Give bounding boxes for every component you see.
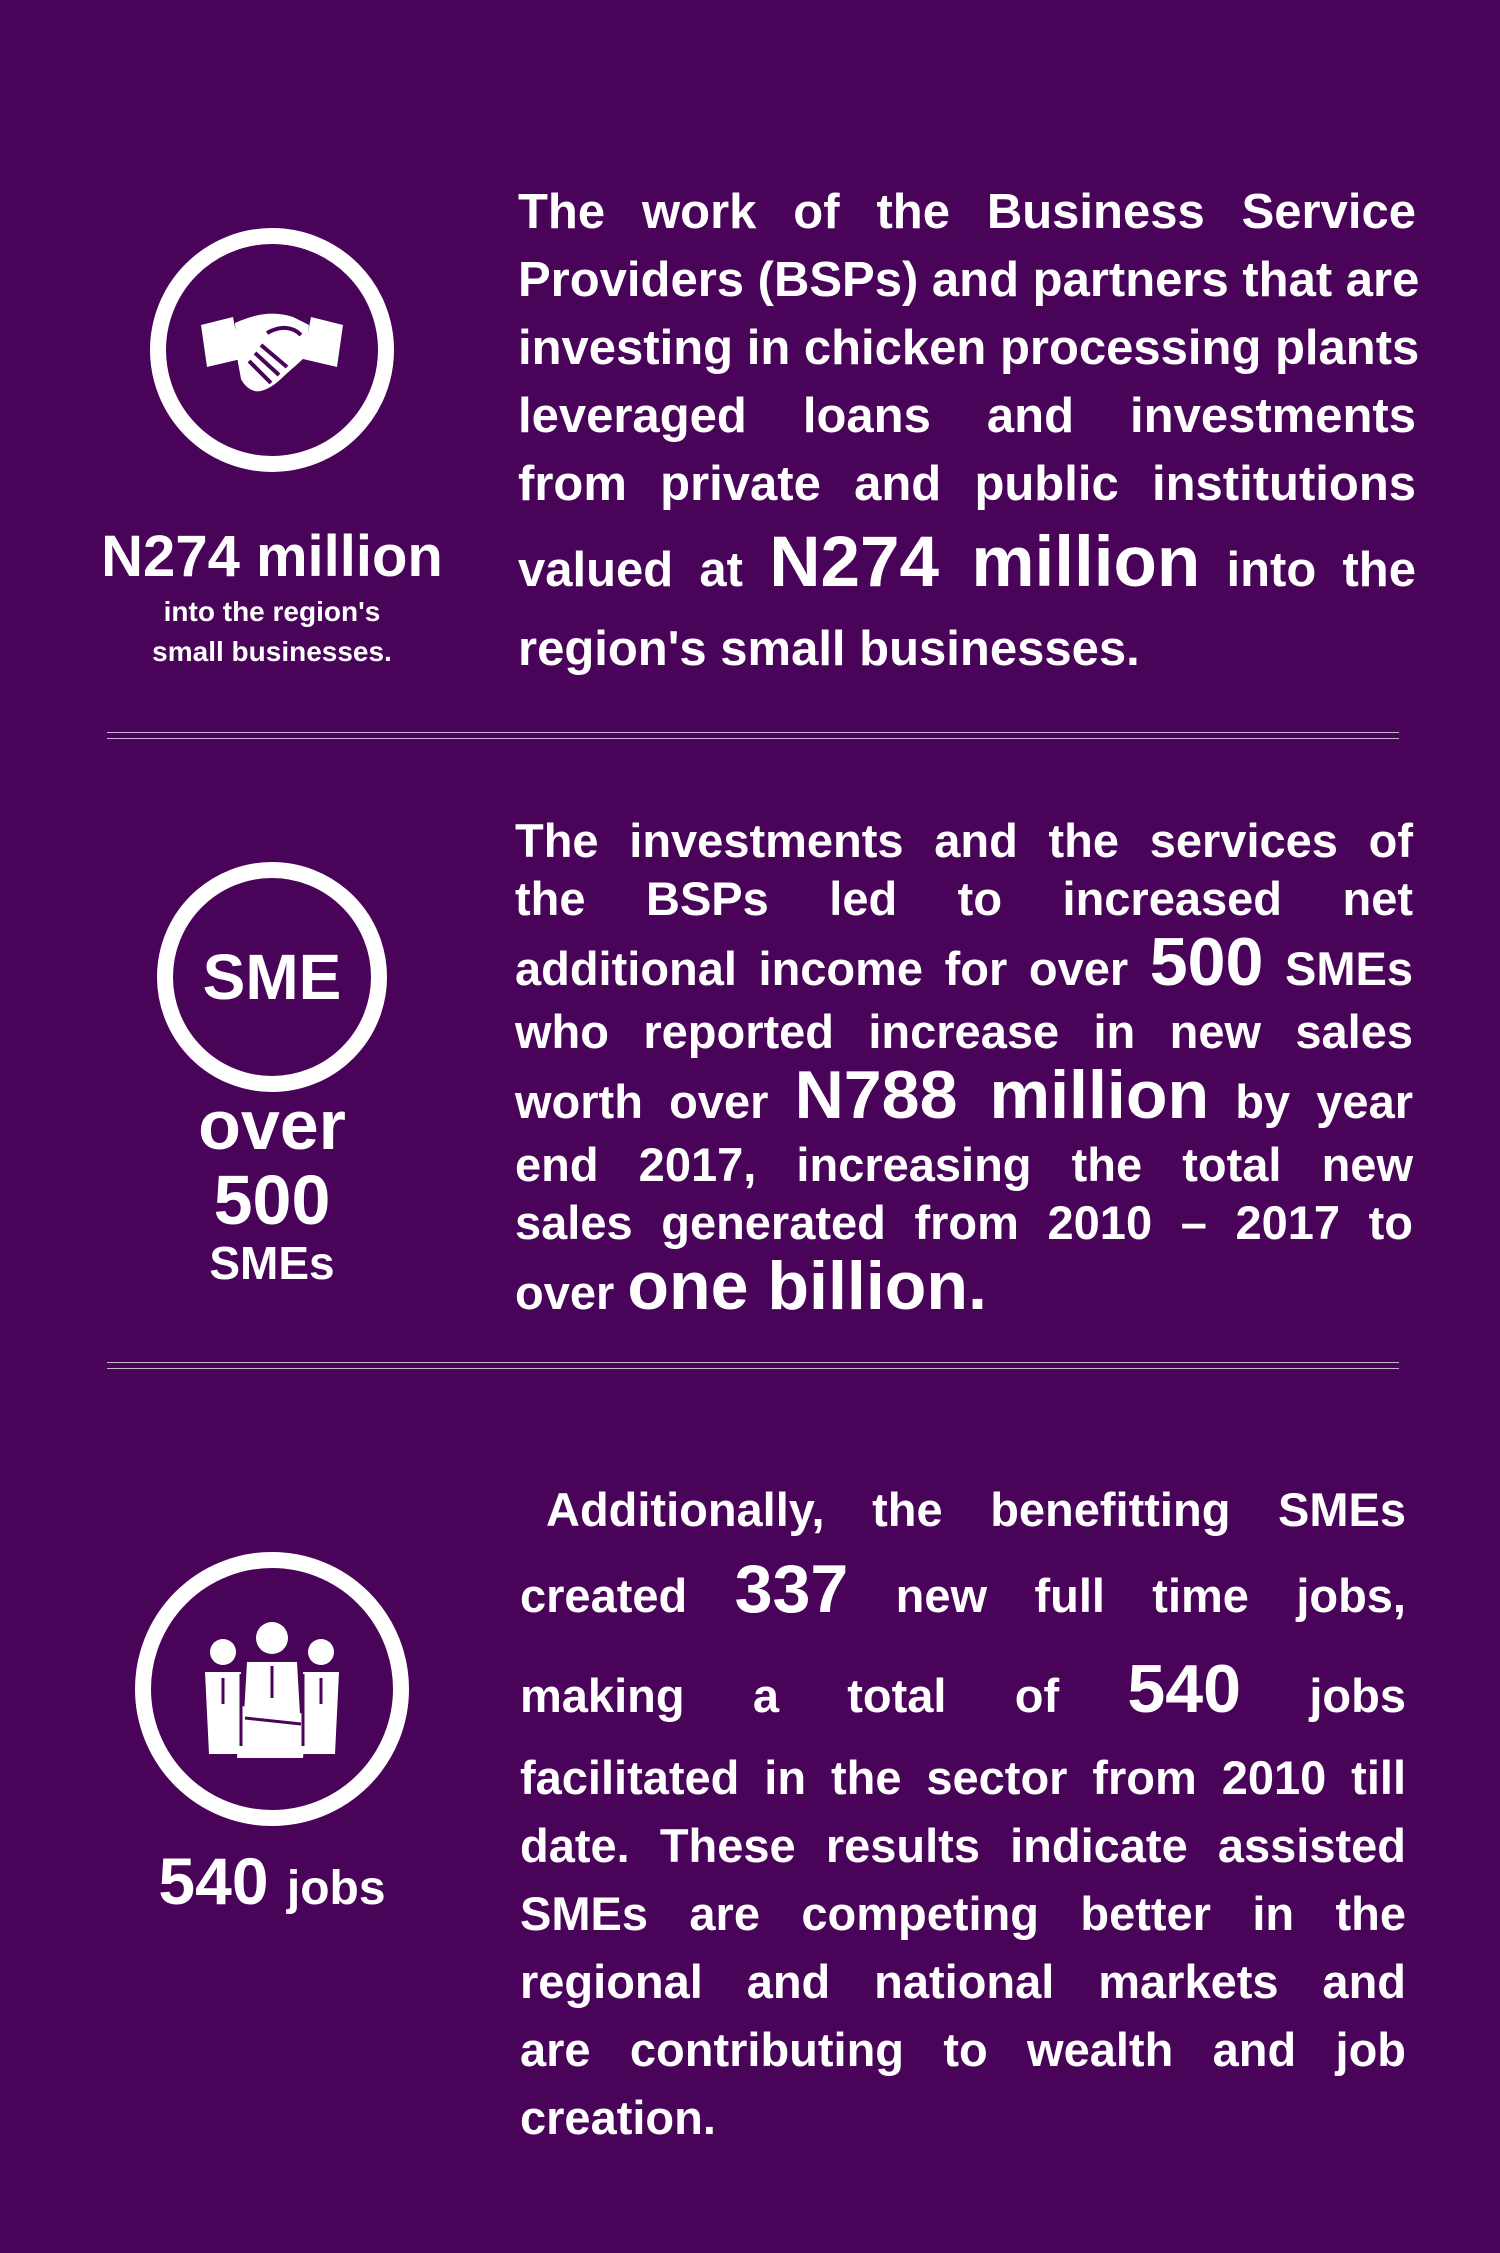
sme-icon-label: SME: [202, 941, 342, 1013]
paragraph-line: sales generated from 2010 – 2017 to: [515, 1196, 1413, 1249]
paragraph-jobs: [520, 1476, 1406, 2152]
paragraph-line: end 2017, increasing the total new: [515, 1138, 1413, 1191]
paragraph-line: creation.: [520, 2091, 716, 2144]
paragraph-line: additional income for over 500 SMEs: [515, 924, 1413, 1000]
section-smes: [0, 740, 1500, 1360]
stat-caption-line1: into the region's: [163, 596, 381, 627]
paragraph-line: created 337 new full time jobs,: [520, 1551, 1406, 1627]
paragraph-line: leveraged loans and investments: [518, 389, 1416, 443]
stat-540: 540: [158, 1844, 269, 1918]
paragraph-line: Additionally, the benefitting SMEs: [546, 1483, 1406, 1536]
paragraph-line: are contributing to wealth and job: [520, 2023, 1406, 2076]
paragraph-line: who reported increase in new sales: [515, 1005, 1413, 1058]
paragraph-line: the BSPs led to increased net: [515, 872, 1413, 925]
paragraph-line: valued at N274 million into the: [518, 523, 1416, 602]
paragraph-line: The work of the Business Service: [518, 185, 1416, 239]
paragraph-line: investing in chicken processing plants: [518, 321, 1420, 375]
paragraph-line: region's small businesses.: [518, 622, 1140, 676]
section-divider: [107, 1362, 1399, 1369]
people-icon-ring: [135, 1552, 409, 1826]
stat-540-jobs: [60, 1844, 484, 1918]
handshake-icon-ring: [150, 228, 394, 472]
paragraph-line: facilitated in the sector from 2010 till: [520, 1751, 1406, 1804]
highlight-500: 500: [1149, 924, 1264, 1000]
section-jobs: [0, 1370, 1500, 2253]
highlight-540: 540: [1127, 1651, 1242, 1727]
highlight-n274: N274 million: [769, 523, 1201, 602]
paragraph-line: over one billion.: [515, 1248, 987, 1324]
stat-value-n274: N274 million: [101, 524, 443, 589]
stat-caption-line2: small businesses.: [152, 636, 392, 667]
stat-over: over: [198, 1086, 346, 1164]
paragraph-line: SMEs are competing better in the: [520, 1887, 1406, 1940]
paragraph-line: The investments and the services of: [515, 814, 1413, 867]
highlight-one-billion: one billion.: [627, 1248, 987, 1324]
highlight-337: 337: [734, 1551, 849, 1627]
highlight-n788: N788 million: [794, 1057, 1210, 1133]
stat-smes: SMEs: [209, 1237, 335, 1289]
sme-icon-ring: [157, 862, 387, 1092]
paragraph-line: from private and public institutions: [518, 457, 1416, 511]
paragraph-line: Providers (BSPs) and partners that are: [518, 253, 1420, 307]
stat-jobs-unit: jobs: [286, 1862, 386, 1915]
people-group-icon: [197, 1614, 347, 1764]
paragraph-smes: [515, 812, 1413, 1327]
paragraph-line: regional and national markets and: [520, 1955, 1406, 2008]
paragraph-investments: [518, 178, 1420, 683]
paragraph-line: date. These results indicate assisted: [520, 1819, 1406, 1872]
paragraph-line: worth over N788 million by year: [515, 1057, 1413, 1133]
section-divider: [107, 732, 1399, 739]
handshake-icon: [197, 295, 347, 405]
stat-500: 500: [213, 1161, 331, 1239]
section-investments: [0, 0, 1500, 720]
paragraph-line: making a total of 540 jobs: [520, 1651, 1406, 1727]
